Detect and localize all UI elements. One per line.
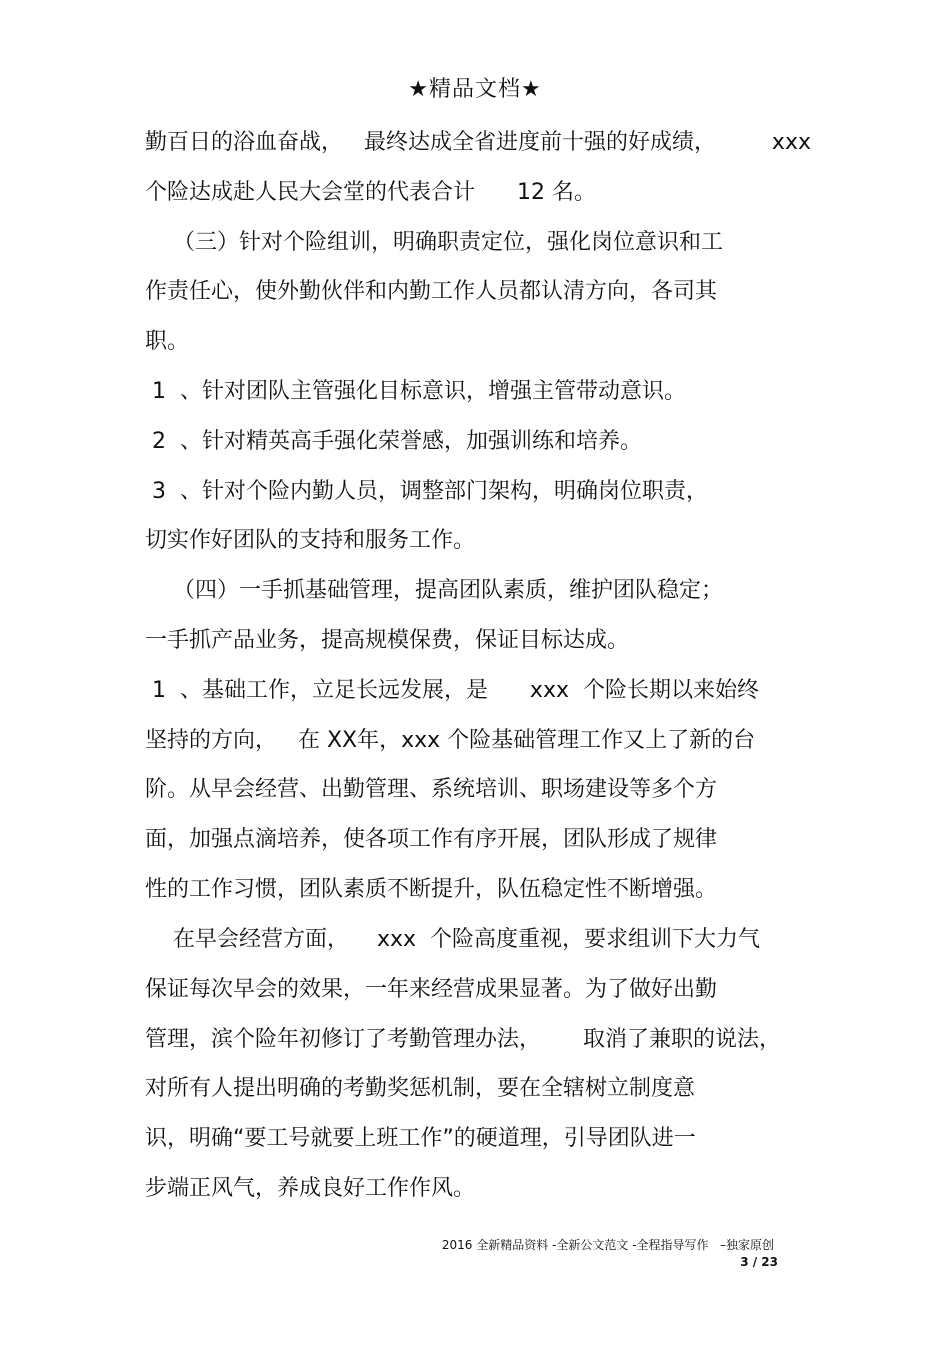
body-line: 在早会经营方面， xxx 个险高度重视，要求组训下大力气: [145, 927, 760, 952]
body-line: 坚持的方向， 在 XX年，xxx 个险基础管理工作又上了新的台: [145, 728, 756, 753]
body-line: 阶。从早会经营、出勤管理、系统培训、职场建设等多个方: [145, 777, 718, 802]
body-line: 职。: [145, 329, 190, 354]
body-line: 1 、基础工作，立足长远发展，是 xxx 个险长期以来始终: [145, 678, 759, 703]
body-line: 面，加强点滴培养，使各项工作有序开展，团队形成了规律: [145, 827, 718, 852]
body-line: 切实作好团队的支持和服务工作。: [145, 528, 476, 553]
body-line: 性的工作习惯，团队素质不断提升，队伍稳定性不断增强。: [145, 877, 718, 902]
page-number: 3 / 23: [740, 1255, 778, 1269]
page-header-title: ★精品文档★: [408, 77, 542, 102]
body-line: 管理，滨个险年初修订了考勤管理办法， 取消了兼职的说法，: [145, 1027, 781, 1052]
body-line: 1 、针对团队主管强化目标意识，增强主管带动意识。: [145, 379, 686, 404]
body-line: 对所有人提出明确的考勤奖惩机制，要在全辖树立制度意: [145, 1076, 696, 1101]
body-line: 3 、针对个险内勤人员，调整部门架构，明确岗位职责，: [145, 479, 708, 504]
body-line: 一手抓产品业务，提高规模保费，保证目标达成。: [145, 628, 630, 653]
body-line: 勤百日的浴血奋战， 最终达成全省进度前十强的好成绩， xxx: [145, 130, 811, 155]
footer-note: 2016 全新精品资料 -全新公文范文 -全程指导写作 –独家原创: [441, 1238, 774, 1252]
body-line: 个险达成赴人民大会堂的代表合计 12 名。: [145, 180, 596, 205]
body-line: （三）针对个险组训，明确职责定位，强化岗位意识和工: [145, 230, 723, 255]
body-line: 作责任心，使外勤伙伴和内勤工作人员都认清方向，各司其: [145, 279, 718, 304]
body-line: 步端正风气，养成良好工作作风。: [145, 1176, 476, 1201]
body-line: 识，明确“要工号就要上班工作”的硬道理，引导团队进一: [145, 1126, 696, 1151]
body-line: 2 、针对精英高手强化荣誉感，加强训练和培养。: [145, 429, 642, 454]
body-line: （四）一手抓基础管理，提高团队素质，维护团队稳定；: [145, 578, 723, 603]
body-line: 保证每次早会的效果，一年来经营成果显著。为了做好出勤: [145, 977, 718, 1002]
